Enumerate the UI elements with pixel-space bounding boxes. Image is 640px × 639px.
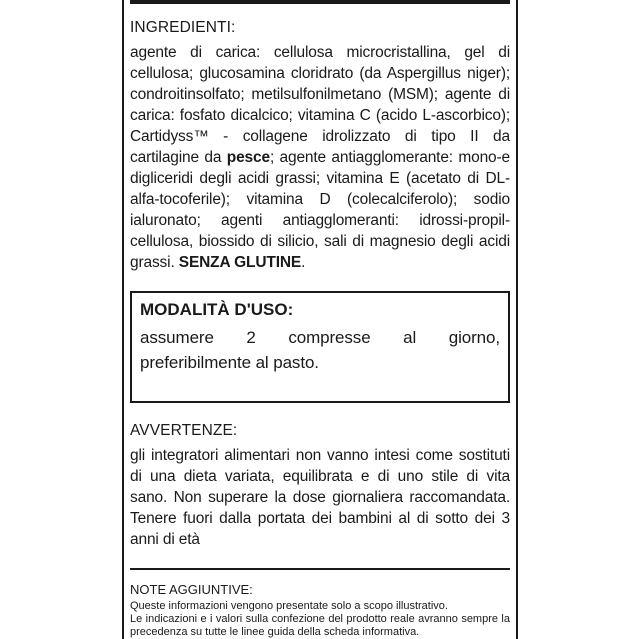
- usage-title: MODALITÀ D'USO:: [140, 300, 294, 319]
- usage-box: [130, 291, 510, 403]
- notes-section: [130, 582, 510, 639]
- ingredients-part1: agente di carica: cellulosa microcristallina, gel di cellulosa; glucosamina cloridrato (da Aspergillus niger); condroitinsolfato; metilsulfonilmetano (MSM); agente di carica: fosfato dicalcico; vitamina C (acido L-ascorbico); Cartidyss™ - collagene idrolizzato di tipo II da cartilagine da: [130, 44, 510, 166]
- ingredients-end: .: [301, 254, 306, 271]
- label-content: [130, 18, 510, 639]
- usage-text: assumere 2 compresse al giorno, preferibilmente al pasto.: [140, 328, 500, 372]
- gluten-free-highlight: SENZA GLUTINE: [178, 254, 302, 271]
- ingredients-section: [130, 18, 510, 273]
- notes-line-2: Le indicazioni e i valori sulla confezione del prodotto reale avranno sempre la precedenza su tutte le linee guida della scheda informativa.: [130, 613, 510, 638]
- notes-text: [130, 600, 510, 639]
- warnings-text: gli integratori alimentari non vanno intesi come sostituti di una dieta variata, equilibrata e di uno stile di vita sano. Non superare la dose giornaliera raccomandata. Tenere fuori dalla portata dei bambini al di sotto dei 3 anni di età: [130, 447, 510, 548]
- warnings-title: AVVERTENZE:: [130, 422, 238, 439]
- notes-line-1: Queste informazioni vengono presentate solo a scopo illustrativo.: [130, 600, 448, 612]
- ingredients-part2: ; agente antiagglomerante: mono-e digliceridi degli acidi grassi; vitamina E (acetato di DL-alfa-tocoferile); vitamina D (colecalciferolo); sodio ialuronato; agenti antiagglomeranti: idrossi-propil-cellulosa, biossido di silicio, sali di magnesio degli acidi grassi.: [130, 149, 510, 271]
- top-rule: [130, 0, 510, 4]
- ingredients-text: [130, 42, 510, 273]
- section-divider: [130, 568, 510, 570]
- warnings-section: [130, 421, 510, 550]
- notes-title: NOTE AGGIUNTIVE:: [130, 582, 253, 597]
- ingredients-title: INGREDIENTI:: [130, 19, 236, 36]
- allergen-highlight: pesce: [226, 149, 270, 166]
